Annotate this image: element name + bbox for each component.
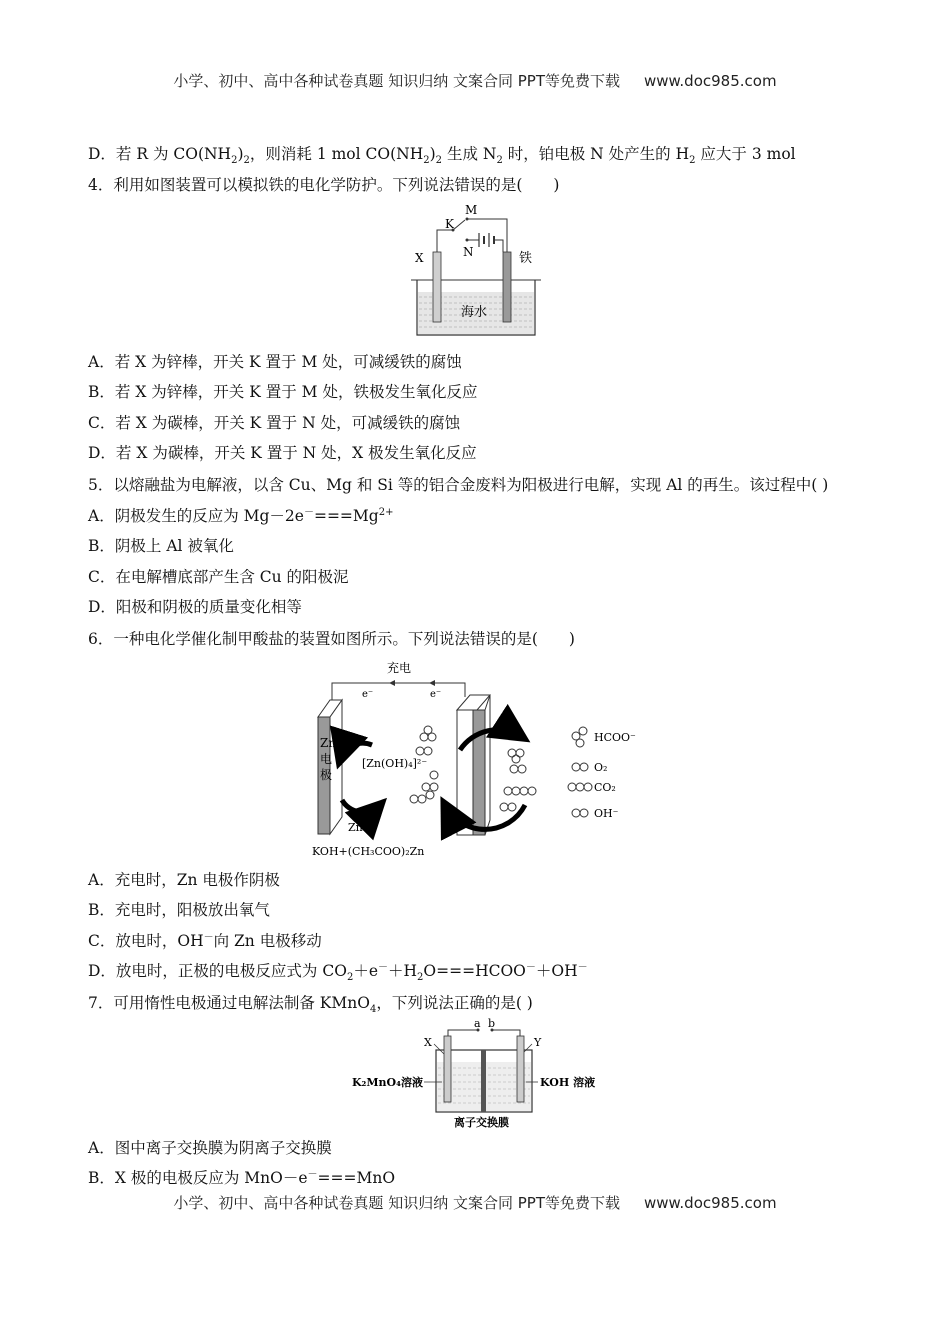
- ion-membrane: [481, 1050, 486, 1112]
- q4-option-d: D．若 X 为碳棒，开关 K 置于 N 处，X 极发生氧化反应: [88, 444, 477, 462]
- q6-option-b: B．充电时，阳极放出氧气: [88, 901, 270, 919]
- legend-hcoo: HCOO⁻: [594, 731, 636, 744]
- label-m: M: [465, 203, 478, 217]
- label-electrolyte: KOH+(CH₃COO)₂Zn: [312, 845, 425, 858]
- q5-option-d: D．阳极和阴极的质量变化相等: [88, 598, 302, 616]
- page-footer: [0, 1192, 950, 1213]
- legend-oh: OH⁻: [594, 807, 619, 820]
- q4-stem: 4．利用如图装置可以模拟铁的电化学防护。下列说法错误的是( ): [88, 176, 560, 194]
- label-seawater: 海水: [461, 305, 488, 320]
- q6-option-c: C．放电时，OH－向 Zn 电极移动: [88, 931, 322, 950]
- label-left-solution: K₂MnO₄溶液: [352, 1076, 423, 1089]
- svg-text:极: 极: [320, 768, 333, 782]
- q7-option-a: A．图中离子交换膜为阴离子交换膜: [88, 1139, 332, 1157]
- y-electrode: [517, 1036, 524, 1102]
- q5-option-a: A．阴极发生的反应为 $Mg-2e^-===Mg^{2+}$: [88, 506, 394, 525]
- legend-o2: O₂: [594, 761, 608, 774]
- label-e2: e⁻: [430, 689, 442, 700]
- page-header: [0, 70, 950, 91]
- q4-figure: [405, 200, 555, 340]
- label-k: K: [445, 217, 454, 231]
- q6-option-a: A．充电时，Zn 电极作阴极: [88, 871, 280, 889]
- label-e1: e⁻: [362, 689, 374, 700]
- q5-option-c: C．在电解槽底部产生含 Cu 的阳极泥: [88, 568, 349, 586]
- footer-text: 小学、初中、高中各种试卷真题 知识归纳 文案合同 PPT等免费下载: [173, 1194, 620, 1212]
- header-site[interactable]: www.doc985.com: [643, 72, 777, 90]
- header-text: 小学、初中、高中各种试卷真题 知识归纳 文案合同 PPT等免费下载: [173, 72, 620, 90]
- catalyst-electrode: [473, 710, 485, 835]
- label-n: N: [463, 245, 474, 259]
- label-b: b: [488, 1018, 496, 1030]
- q6-option-d: D．放电时，正极的电极反应式为 $CO_2+e^-+H_2O===HCOO^-+OH^-$: [88, 961, 588, 984]
- label-right-solution: KOH 溶液: [540, 1076, 596, 1089]
- legend-co2: CO₂: [594, 781, 616, 794]
- x-electrode: [433, 252, 441, 322]
- q4-option-c: C．若 X 为碳棒，开关 K 置于 N 处，可减缓铁的腐蚀: [88, 414, 461, 432]
- q5-option-b: B．阴极上 Al 被氧化: [88, 537, 234, 555]
- svg-text:电: 电: [320, 752, 333, 766]
- label-charge: 充电: [387, 661, 412, 675]
- label-zn-complex: [Zn(OH)₄]²⁻: [362, 757, 428, 770]
- x-electrode: [444, 1036, 451, 1102]
- label-y: Y: [534, 1036, 542, 1049]
- q6-figure: [300, 655, 645, 865]
- q7-option-b: B．X 极的电极反应为 MnO－e－===MnO: [88, 1168, 396, 1187]
- footer-site[interactable]: www.doc985.com: [643, 1194, 777, 1212]
- label-x: X: [415, 251, 424, 265]
- q7-stem: 7．可用惰性电极通过电解法制备 KMnO$_4$，下列说法正确的是( ): [88, 994, 533, 1016]
- label-zn-ion: Zn²⁺: [348, 821, 373, 834]
- label-x: X: [424, 1036, 432, 1049]
- label-a: a: [474, 1018, 481, 1030]
- q4-option-b: B．若 X 为锌棒，开关 K 置于 M 处，铁极发生氧化反应: [88, 383, 478, 401]
- svg-text:Zn: Zn: [320, 736, 337, 750]
- q6-stem: 6．一种电化学催化制甲酸盐的装置如图所示。下列说法错误的是( ): [88, 630, 575, 648]
- q4-option-a: A．若 X 为锌棒，开关 K 置于 M 处，可减缓铁的腐蚀: [88, 353, 462, 371]
- q3-option-d: D．若 R 为 $CO(NH_2)_2$，则消耗 1 mol $CO(NH_2)_2$ 生成 $N_2$ 时，铂电极 N 处产生的 $H_2$ 应大于 3 mol: [88, 145, 796, 167]
- iron-electrode: [503, 252, 511, 322]
- q7-figure: [350, 1018, 610, 1130]
- q5-stem: 5．以熔融盐为电解液，以含 Cu、Mg 和 Si 等的铝合金废料为阳极进行电解，实现 Al 的再生。该过程中( ): [88, 476, 829, 494]
- label-iron: 铁: [519, 251, 533, 266]
- label-membrane: 离子交换膜: [454, 1116, 509, 1129]
